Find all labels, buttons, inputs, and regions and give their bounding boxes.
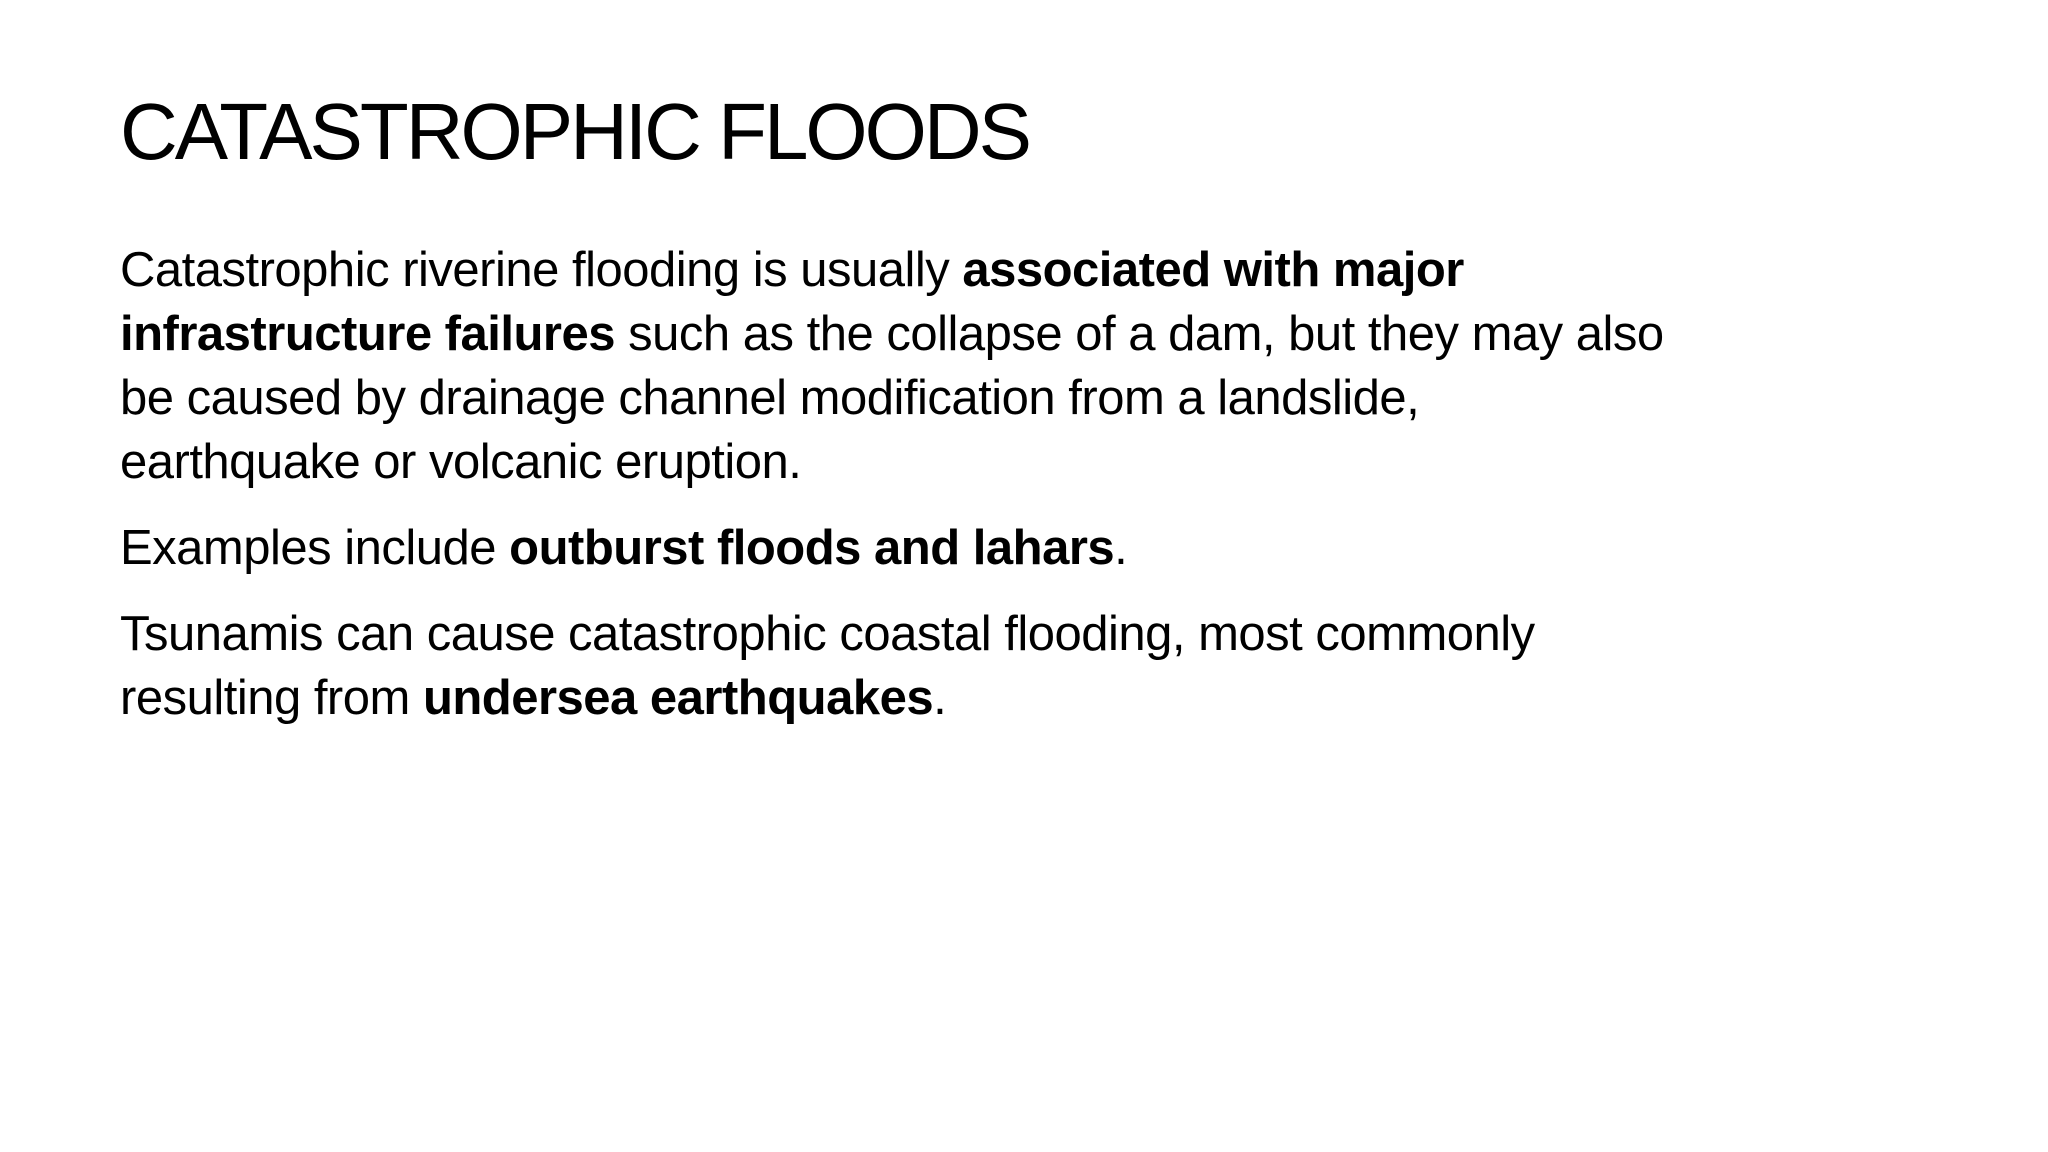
text-line [120,302,1940,366]
text-line [120,516,1940,580]
text-line [120,602,1940,666]
paragraph-riverine [120,238,1940,494]
text-run: Tsunamis can cause catastrophic coastal flooding, most commonly [120,607,1535,661]
bold-text-run: undersea earthquakes [422,671,934,725]
slide-body [120,238,1940,730]
bold-text-run: outburst floods and lahars [509,521,1115,575]
paragraph-tsunamis [120,602,1940,730]
text-run: . [1114,521,1128,575]
text-run: be caused by drainage channel modification from a landslide, [120,371,1420,425]
bold-text-run: infrastructure failures [120,307,615,361]
paragraph-examples [120,516,1940,580]
text-line [120,238,1940,302]
text-line [120,366,1940,430]
text-run: . [933,671,947,725]
text-line [120,430,1940,494]
slide-title: CATASTROPHIC FLOODS [120,87,1030,176]
text-line [120,666,1940,730]
text-run: such as the collapse of a dam, but they may also [615,307,1664,361]
bold-text-run: associated with major [962,243,1464,297]
text-run: earthquake or volcanic eruption. [120,435,802,489]
text-run: Catastrophic riverine flooding is usually [120,243,963,297]
text-run: resulting from [120,671,423,725]
text-run: Examples include [120,521,510,575]
